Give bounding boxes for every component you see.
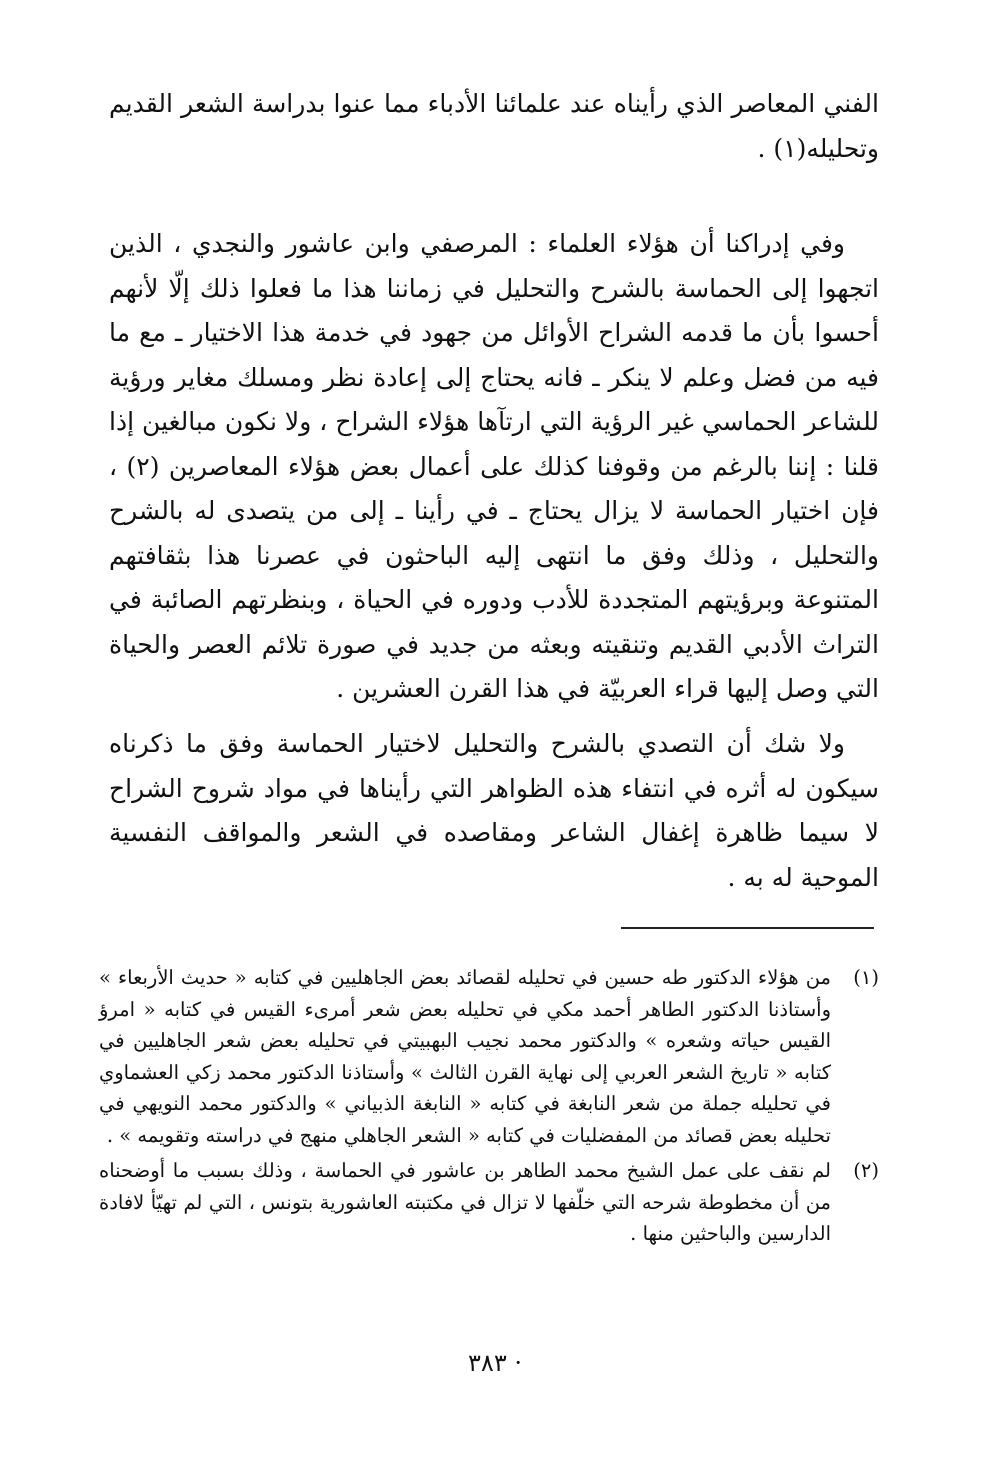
paragraph-1-text: الفني المعاصر الذي رأيناه عند علمائنا الأدباء مما عنوا بدراسة الشعر القديم وتحليله(١) .	[109, 89, 879, 163]
paragraph-1	[109, 82, 879, 171]
footnote-1-number: (١)	[853, 966, 879, 989]
paragraph-2	[109, 222, 879, 712]
paragraph-2-text: وفي إدراكنا أن هؤلاء العلماء : المرصفي وابن عاشور والنجدي ، الذين اتجهوا إلى الحماسة بالشرح والتحليل في زماننا هذا ما فعلوا ذلك إلّا لأنهم أحسوا بأن ما قدمه الشراح الأوائل من جهود في خدمة هذا الاختيار ـ مع ما فيه من فضل وعلم لا ينكر ـ فانه يحتاج إلى إعادة نظر ومسلك مغاير ورؤية للشاعر الحماسي غير الرؤية التي ارتآها هؤلاء الشراح ، ولا نكون مبالغين إذا قلنا : إننا بالرغم من وقوفنا كذلك على أعمال بعض هؤلاء المعاصرين (٢) ، فإن اختيار الحماسة لا يزال يحتاج ـ في رأينا ـ إلى من يتصدى له بالشرح والتحليل ، وذلك وفق ما انتهى إليه الباحثون في عصرنا هذا بثقافتهم المتنوعة وبرؤيتهم المتجددة للأدب ودوره في الحياة ، وبنظرتهم الصائبة في التراث الأدبي القديم وتنقيته وبعثه من جديد في صورة تلائم العصر والحياة التي وصل إليها قراء العربيّة في هذا القرن العشرين .	[109, 229, 879, 703]
footnote-separator	[621, 927, 874, 929]
footnote-1-text: من هؤلاء الدكتور طه حسين في تحليله لقصائد بعض الجاهليين في كتابه « حديث الأربعاء » وأستاذنا الدكتور الطاهر أحمد مكي في تحليله بعض شعر أمرىء القيس في كتابه « امرؤ القيس حياته وشعره » والدكتور محمد نجيب البهبيتي في تحليله بعض شعر الجاهليين في كتابه « تاريخ الشعر العربي إلى نهاية القرن الثالث » وأستاذنا الدكتور محمد زكي العشماوي في تحليله جملة من شعر النابغة في كتابه « النابغة الذبياني » والدكتور محمد النويهي في تحليله بعض قصائد من المفضليات في كتابه « الشعر الجاهلي منهج في دراسته وتقويمه » .	[99, 966, 831, 1147]
footnote-2-text: لم نقف على عمل الشيخ محمد الطاهر بن عاشور في الحماسة ، وذلك بسبب ما أوضحناه من أن مخطوطة شرحه التي خلّفها لا تزال في مكتبته العاشورية بتونس ، التي لم تهيّأ لافادة الدارسين والباحثين منها .	[99, 1159, 831, 1245]
footnote-2-number: (٢)	[853, 1159, 879, 1182]
paragraph-3	[109, 722, 879, 900]
footnote-2	[99, 1155, 879, 1250]
paragraph-3-text: ولا شك أن التصدي بالشرح والتحليل لاختيار الحماسة وفق ما ذكرناه سيكون له أثره في انتفاء هذه الظواهر التي رأيناها في مواد شروح الشراح لا سيما ظاهرة إغفال الشاعر ومقاصده في الشعر والمواقف النفسية الموحية له به .	[109, 729, 879, 892]
page-number: · ٣٨٣	[468, 1349, 522, 1377]
footnotes	[99, 962, 879, 1254]
footnote-1	[99, 962, 879, 1151]
